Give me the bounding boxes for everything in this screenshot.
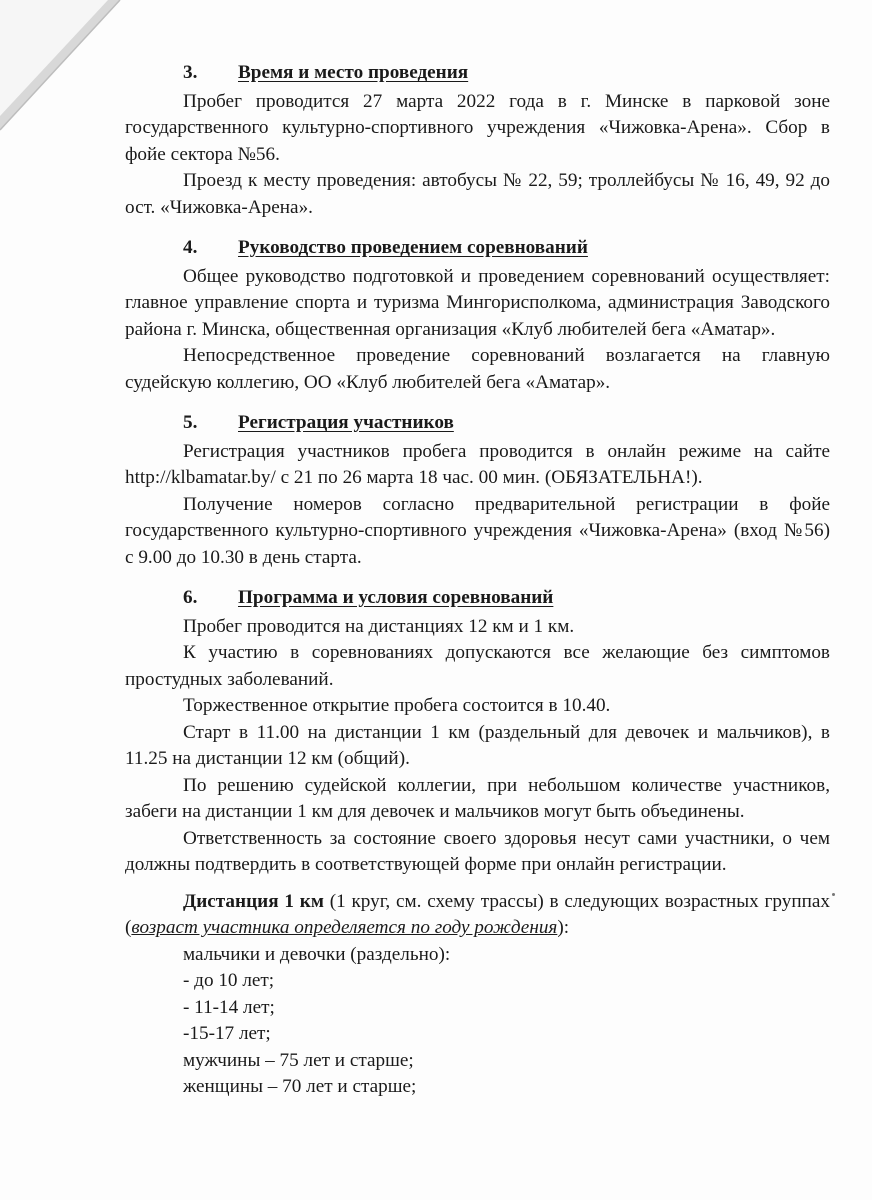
section-title: Руководство проведением соревнований <box>238 237 588 258</box>
paragraph: По решению судейской коллегии, при небольшом количестве участников, забеги на дистанции 1 км для девочек и мальчиков могут быть объединены. <box>125 774 830 822</box>
section-heading <box>125 235 830 262</box>
paragraph: Получение номеров согласно предварительной регистрации в фойе государственного культурно-спортивного учреждения «Чижовка-Арена» (вход №56) с 9.00 до 10.30 в день старта. <box>125 493 830 568</box>
section-heading <box>125 410 830 437</box>
distance-tail: ): <box>557 917 570 938</box>
age-group-list <box>125 942 830 1101</box>
list-item: -15-17 лет; <box>183 1023 271 1044</box>
paragraph: Пробег проводится на дистанциях 12 км и 1 км. <box>183 615 575 637</box>
paragraph: Проезд к месту проведения: автобусы № 22, 59; троллейбусы № 16, 49, 92 до ост. «Чижовка-Арена». <box>125 170 830 218</box>
distance-text: (1 круг, см. схему трассы) в следующих возрастных группах ( <box>125 890 830 938</box>
section-number: 4. <box>183 237 198 258</box>
paragraph: Торжественное открытие пробега состоится в 10.40. <box>183 695 611 716</box>
paragraph: Старт в 11.00 на дистанции 1 км (раздельный для девочек и мальчиков), в 11.25 на дистанции 12 км (общий). <box>125 721 830 769</box>
list-item: мужчины – 75 лет и старше; <box>183 1049 414 1071</box>
distance-title: Дистанция 1 км <box>183 890 324 912</box>
document-content <box>125 60 830 1101</box>
distance-paragraph <box>125 889 830 942</box>
section-heading <box>125 585 830 612</box>
section-heading <box>125 60 830 87</box>
list-item: - до 10 лет; <box>183 970 275 991</box>
section-number: 6. <box>183 587 198 608</box>
paragraph: Непосредственное проведение соревнований возлагается на главную судейскую коллегию, ОО «Клуб любителей бега «Аматар». <box>125 345 830 393</box>
paragraph: Ответственность за состояние своего здоровья несут сами участники, о чем должны подтвердить в соответствующей форме при онлайн регистрации. <box>125 827 830 875</box>
section-title: Регистрация участников <box>238 412 454 433</box>
section-number: 3. <box>183 62 198 83</box>
paragraph: Пробег проводится 27 марта 2022 года в г. Минске в парковой зоне государственного культурно-спортивного учреждения «Чижовка-Арена». Сбор в фойе сектора №56. <box>125 90 830 165</box>
age-note: возраст участника определяется по году рождения <box>131 917 558 938</box>
section-title: Время и место проведения <box>238 62 469 83</box>
list-item: - 11-14 лет; <box>183 996 275 1018</box>
section-number: 5. <box>183 412 198 433</box>
list-item: мальчики и девочки (раздельно): <box>183 943 451 965</box>
scan-speck <box>832 893 835 896</box>
paragraph: Регистрация участников пробега проводится в онлайн режиме на сайте http://klbamatar.by/ с 21 по 26 марта 18 час. 00 мин. (ОБЯЗАТЕЛЬНА!). <box>125 440 830 488</box>
paragraph: К участию в соревнованиях допускаются все желающие без симптомов простудных заболеваний. <box>125 642 830 690</box>
list-item: женщины – 70 лет и старше; <box>183 1076 417 1097</box>
paragraph: Общее руководство подготовкой и проведением соревнований осуществляет: главное управление спорта и туризма Мингорисполкома, администрация Заводского района г. Минска, общественная организация «Клуб любителей бега «Аматар». <box>125 265 830 340</box>
section-title: Программа и условия соревнований <box>238 587 554 608</box>
